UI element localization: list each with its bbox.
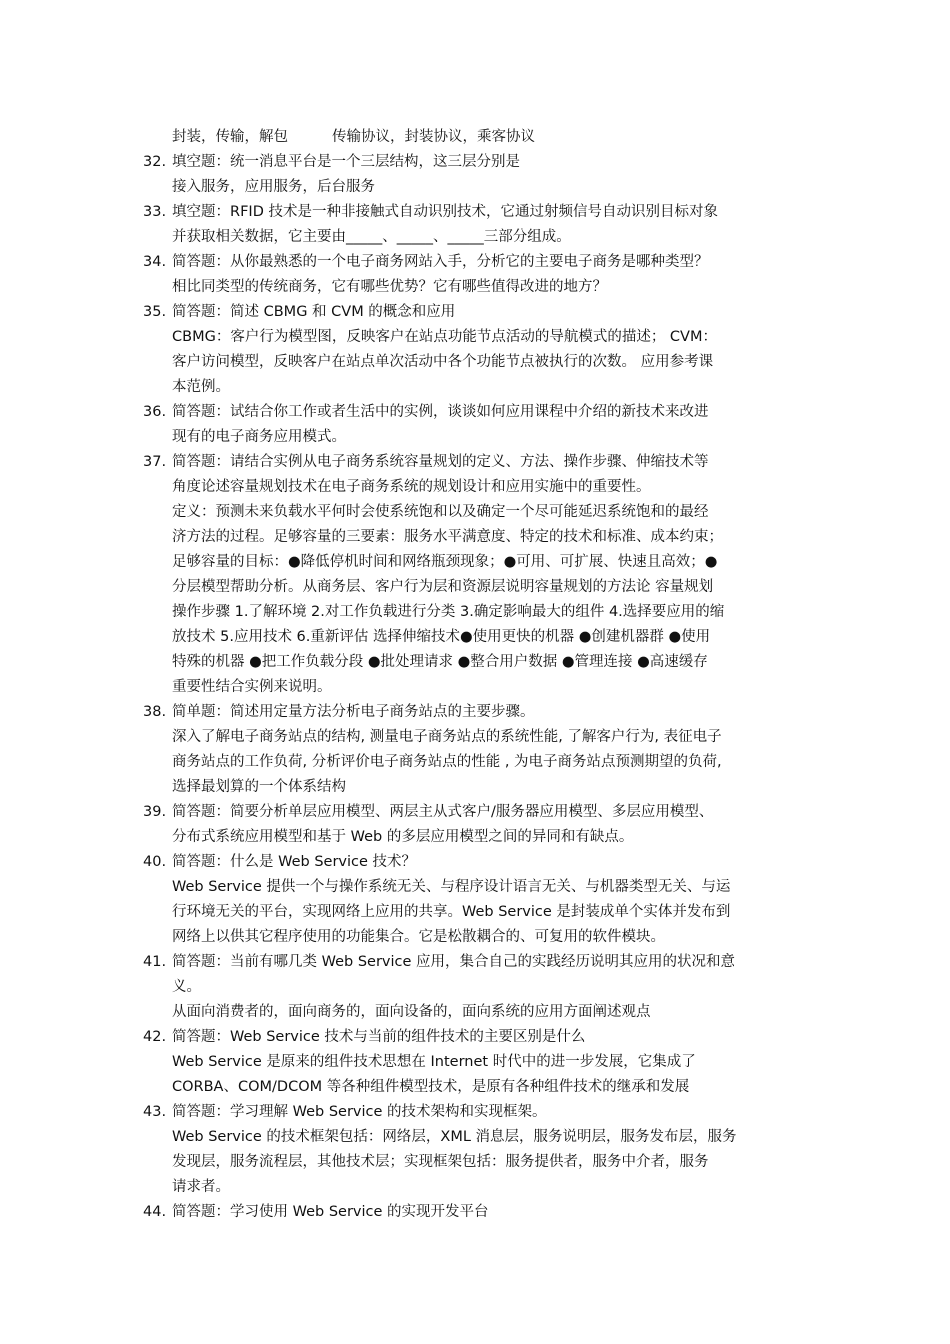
answer-text-line: 放技术 5.应用技术 6.重新评估 选择伸缩技术●使用更快的机器 ●创建机器群 ●使用 — [172, 629, 711, 645]
answer-text-line: 商务站点的工作负荷, 分析评价电子商务站点的性能 , 为电子商务站点预测期望的负荷, — [172, 754, 722, 770]
question-item — [143, 700, 812, 800]
answer-text-line: 重要性结合实例来说明。 — [172, 679, 332, 695]
question-number: 40. — [143, 854, 167, 870]
question-number: 35. — [143, 304, 167, 320]
answer-text-line: 接入服务，应用服务，后台服务 — [172, 179, 375, 195]
question-item — [143, 1200, 812, 1225]
question-text-line: 简答题：简述 CBMG 和 CVM 的概念和应用 — [172, 304, 456, 320]
question-item — [143, 250, 812, 300]
question-item — [143, 950, 812, 1025]
question-text-line: 简答题：从你最熟悉的一个电子商务网站入手，分析它的主要电子商务是哪种类型？ — [172, 254, 709, 270]
answer-text-line: Web Service 的技术框架包括：网络层，XML 消息层，服务说明层，服务发布层，服务 — [172, 1129, 737, 1145]
answer-text-line: 定义：预测未来负载水平何时会使系统饱和以及确定一个尽可能延迟系统饱和的最经 — [172, 504, 709, 520]
question-number: 34. — [143, 254, 167, 270]
question-number: 44. — [143, 1204, 167, 1220]
top-answer-left: 封装，传输，解包 — [172, 129, 288, 145]
question-number: 43. — [143, 1104, 167, 1120]
question-number: 38. — [143, 704, 167, 720]
answer-text-line: 网络上以供其它程序使用的功能集合。它是松散耦合的、可复用的软件模块。 — [172, 929, 665, 945]
question-item — [143, 200, 812, 250]
answer-text-line: Web Service 是原来的组件技术思想在 Internet 时代中的进一步发展，它集成了 — [172, 1054, 696, 1070]
question-number: 42. — [143, 1029, 167, 1045]
question-item — [143, 800, 812, 850]
question-text-line: 并获取相关数据，它主要由_____、_____、_____三部分组成。 — [172, 229, 571, 245]
answer-text-line: 深入了解电子商务站点的结构, 测量电子商务站点的系统性能, 了解客户行为, 表征电子 — [172, 729, 722, 745]
question-item — [143, 1100, 812, 1200]
question-text-line: 角度论述容量规划技术在电子商务系统的规划设计和应用实施中的重要性。 — [172, 479, 651, 495]
question-text-line: 简答题：什么是 Web Service 技术？ — [172, 854, 417, 870]
answer-text-line: CORBA、COM/DCOM 等各种组件模型技术，是原有各种组件技术的继承和发展 — [172, 1079, 690, 1095]
answer-text-line: 选择最划算的一个体系结构 — [172, 779, 346, 795]
question-text-line: 简答题：学习理解 Web Service 的技术架构和实现框架。 — [172, 1104, 547, 1120]
question-text-line: 分布式系统应用模型和基于 Web 的多层应用模型之间的异同和有缺点。 — [172, 829, 634, 845]
answer-text-line: 操作步骤 1.了解环境 2.对工作负载进行分类 3.确定影响最大的组件 4.选择要应用的缩 — [172, 604, 725, 620]
question-text-line: 填空题：RFID 技术是一种非接触式自动识别技术，它通过射频信号自动识别目标对象 — [172, 204, 718, 220]
answer-text-line: 本范例。 — [172, 379, 230, 395]
question-item — [143, 1025, 812, 1100]
question-text-line: 简答题：简要分析单层应用模型、两层主从式客户/服务器应用模型、多层应用模型、 — [172, 804, 714, 820]
question-number: 39. — [143, 804, 167, 820]
answer-text-line: 济方法的过程。足够容量的三要素：服务水平满意度、特定的技术和标准、成本约束； — [172, 529, 723, 545]
answer-text-line: 从面向消费者的，面向商务的，面向设备的，面向系统的应用方面阐述观点 — [172, 1004, 651, 1020]
question-number: 41. — [143, 954, 167, 970]
question-number: 32. — [143, 154, 167, 170]
answer-text-line: 足够容量的目标：●降低停机时间和网络瓶颈现象；●可用、可扩展、快速且高效；● — [172, 554, 718, 570]
question-item — [143, 300, 812, 400]
question-number: 33. — [143, 204, 167, 220]
top-answer-right: 传输协议，封装协议，乘客协议 — [332, 129, 535, 145]
answer-text-line: 特殊的机器 ●把工作负载分段 ●批处理请求 ●整合用户数据 ●管理连接 ●高速缓存 — [172, 654, 708, 670]
top-answer-line — [172, 125, 812, 150]
question-item — [143, 150, 812, 200]
answer-text-line: CBMG：客户行为模型图，反映客户在站点功能节点活动的导航模式的描述； CVM： — [172, 329, 717, 345]
question-item — [143, 850, 812, 950]
question-text-line: 简答题：Web Service 技术与当前的组件技术的主要区别是什么 — [172, 1029, 586, 1045]
question-text-line: 简答题：试结合你工作或者生活中的实例，谈谈如何应用课程中介绍的新技术来改进 — [172, 404, 709, 420]
question-number: 37. — [143, 454, 167, 470]
question-list — [143, 150, 812, 1225]
question-text-line: 简答题：请结合实例从电子商务系统容量规划的定义、方法、操作步骤、伸缩技术等 — [172, 454, 709, 470]
question-text-line: 简答题：学习使用 Web Service 的实现开发平台 — [172, 1204, 489, 1220]
question-text-line: 填空题：统一消息平台是一个三层结构，这三层分别是 — [172, 154, 520, 170]
question-text-line: 简单题：简述用定量方法分析电子商务站点的主要步骤。 — [172, 704, 535, 720]
answer-text-line: Web Service 提供一个与操作系统无关、与程序设计语言无关、与机器类型无关、与运 — [172, 879, 731, 895]
answer-text-line: 请求者。 — [172, 1179, 230, 1195]
question-text-line: 义。 — [172, 979, 201, 995]
question-item — [143, 450, 812, 700]
question-text-line: 现有的电子商务应用模式。 — [172, 429, 346, 445]
question-text-line: 相比同类型的传统商务，它有哪些优势？它有哪些值得改进的地方？ — [172, 279, 607, 295]
question-item — [143, 400, 812, 450]
answer-text-line: 行环境无关的平台，实现网络上应用的共享。Web Service 是封装成单个实体并发布到 — [172, 904, 731, 920]
question-text-line: 简答题：当前有哪几类 Web Service 应用，集合自己的实践经历说明其应用的状况和意 — [172, 954, 736, 970]
answer-text-line: 发现层，服务流程层，其他技术层；实现框架包括：服务提供者，服务中介者，服务 — [172, 1154, 709, 1170]
document-body — [143, 125, 812, 1225]
answer-text-line: 分层模型帮助分析。从商务层、客户行为层和资源层说明容量规划的方法论 容量规划 — [172, 579, 714, 595]
question-number: 36. — [143, 404, 167, 420]
answer-text-line: 客户访问模型，反映客户在站点单次活动中各个功能节点被执行的次数。 应用参考课 — [172, 354, 714, 370]
